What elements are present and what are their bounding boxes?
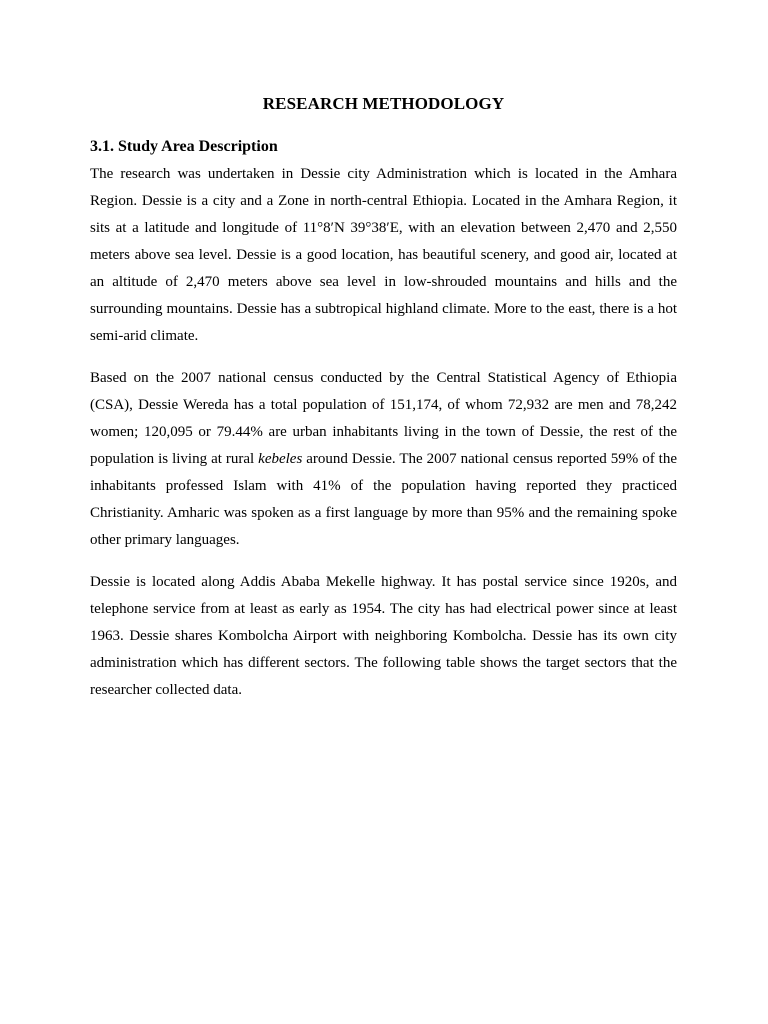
section-heading: 3.1. Study Area Description	[90, 138, 278, 155]
document-title: RESEARCH METHODOLOGY	[262, 94, 505, 113]
paragraph-census-text-before: Based on the 2007 national census conducted by the Central Statistical Agency of Ethiopia (CSA), Dessie Wereda has a total population of 151,174, of whom 72,932 are men and 78,242 women; 120,095 or 79.44% are urban inhabitants living in the town of Dessie, the rest of the population is living at rural	[90, 370, 677, 467]
paragraph-census-text-after: around Dessie. The 2007 national census reported 59% of the inhabitants professed Islam with 41% of the population having reported they practiced Christianity. Amharic was spoken as a first language by more than 95% and the remaining spoke other primary languages.	[90, 451, 678, 548]
document-content	[90, 93, 677, 704]
paragraph-census-emphasis: kebeles	[258, 451, 303, 467]
paragraph-study-area: The research was undertaken in Dessie city Administration which is located in the Amhara Region. Dessie is a city and a Zone in north-central Ethiopia. Located in the Amhara Region, it sits at a latitude and longitude of 11°8′N 39°38′E, with an elevation between 2,470 and 2,550 meters above sea level. Dessie is a good location, has beautiful scenery, and good air, located at an altitude of 2,470 meters above sea level in low-shrouded mountains and hills and the surrounding mountains. Dessie has a subtropical highland climate. More to the east, there is a hot semi-arid climate.	[90, 166, 677, 344]
paragraph-census	[90, 365, 677, 554]
paragraph-infrastructure: Dessie is located along Addis Ababa Mekelle highway. It has postal service since 1920s, and telephone service from at least as early as 1954. The city has had electrical power since at least 1963. Dessie shares Kombolcha Airport with neighboring Kombolcha. Dessie has its own city administration which has different sectors. The following table shows the target sectors that the researcher collected data.	[90, 574, 677, 698]
